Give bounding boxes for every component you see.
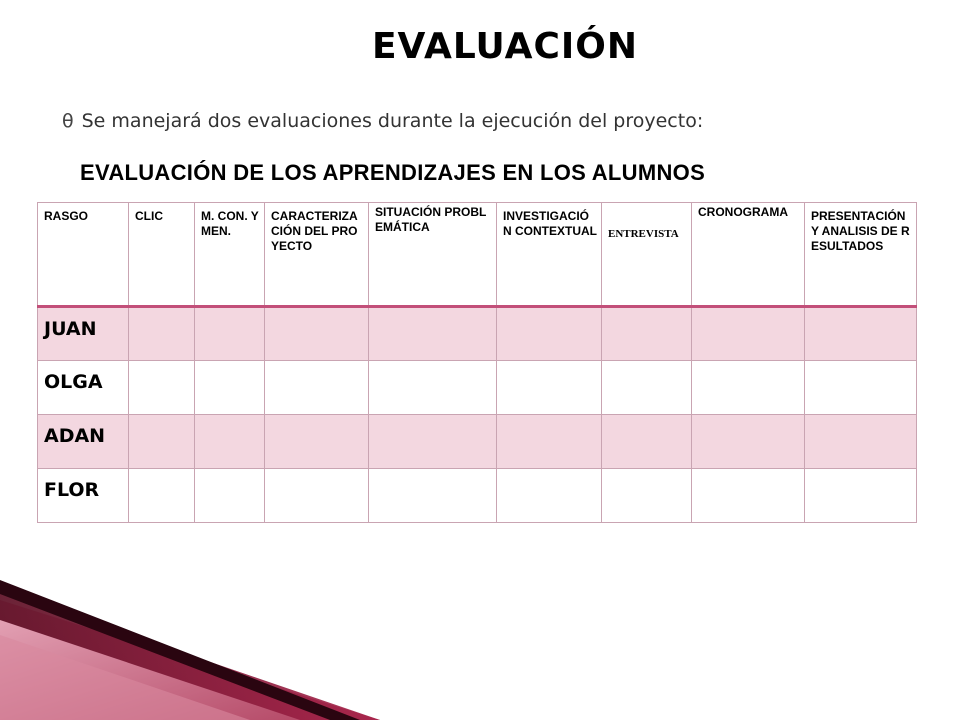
score-cell[interactable] (805, 307, 917, 361)
row-name-cell: JUAN (38, 307, 129, 361)
score-cell[interactable] (265, 307, 369, 361)
score-cell[interactable] (369, 307, 497, 361)
score-cell[interactable] (692, 415, 805, 469)
score-cell[interactable] (805, 361, 917, 415)
header-clic: CLIC (129, 203, 195, 307)
score-cell[interactable] (195, 469, 265, 523)
score-cell[interactable] (692, 307, 805, 361)
intro-text: Se manejará dos evaluaciones durante la ejecución del proyecto: (81, 110, 704, 132)
score-cell[interactable] (369, 469, 497, 523)
score-cell[interactable] (369, 415, 497, 469)
row-name-cell: FLOR (38, 469, 129, 523)
header-row (38, 203, 917, 307)
score-cell[interactable] (369, 361, 497, 415)
score-cell[interactable] (805, 469, 917, 523)
score-cell[interactable] (692, 361, 805, 415)
header-entrevista: ENTREVISTA (602, 203, 692, 307)
header-mapas: M. CON. Y MEN. (195, 203, 265, 307)
corner-decoration (0, 580, 380, 720)
table-row (38, 361, 917, 415)
evaluation-table (37, 202, 917, 523)
score-cell[interactable] (602, 415, 692, 469)
row-name-cell: ADAN (38, 415, 129, 469)
header-investigacion: INVESTIGACIÓN CONTEXTUAL (497, 203, 602, 307)
score-cell[interactable] (129, 469, 195, 523)
table-row (38, 415, 917, 469)
score-cell[interactable] (602, 361, 692, 415)
header-cronograma: CRONOGRAMA (692, 203, 805, 307)
table-subtitle: EVALUACIÓN DE LOS APRENDIZAJES EN LOS ALUMNOS (80, 160, 706, 185)
score-cell[interactable] (497, 361, 602, 415)
header-caracterizacion: CARACTERIZACIÓN DEL PROYECTO (265, 203, 369, 307)
header-presentacion: PRESENTACIÓN Y ANALISIS DE RESULTADOS (805, 203, 917, 307)
score-cell[interactable] (805, 415, 917, 469)
intro-line (62, 110, 703, 132)
score-cell[interactable] (129, 361, 195, 415)
score-cell[interactable] (497, 307, 602, 361)
score-cell[interactable] (265, 469, 369, 523)
score-cell[interactable] (692, 469, 805, 523)
row-name-cell: OLGA (38, 361, 129, 415)
page-title: EVALUACIÓN (371, 26, 639, 67)
score-cell[interactable] (195, 415, 265, 469)
score-cell[interactable] (265, 415, 369, 469)
table-row (38, 307, 917, 361)
score-cell[interactable] (602, 307, 692, 361)
header-rasgo: RASGO (38, 203, 129, 307)
score-cell[interactable] (497, 415, 602, 469)
score-cell[interactable] (195, 307, 265, 361)
score-cell[interactable] (265, 361, 369, 415)
score-cell[interactable] (497, 469, 602, 523)
table-row (38, 469, 917, 523)
header-situacion: SITUACIÓN PROBLEMÁTICA (369, 203, 497, 307)
score-cell[interactable] (129, 415, 195, 469)
bullet-icon: θ (62, 110, 74, 132)
score-cell[interactable] (195, 361, 265, 415)
score-cell[interactable] (602, 469, 692, 523)
score-cell[interactable] (129, 307, 195, 361)
